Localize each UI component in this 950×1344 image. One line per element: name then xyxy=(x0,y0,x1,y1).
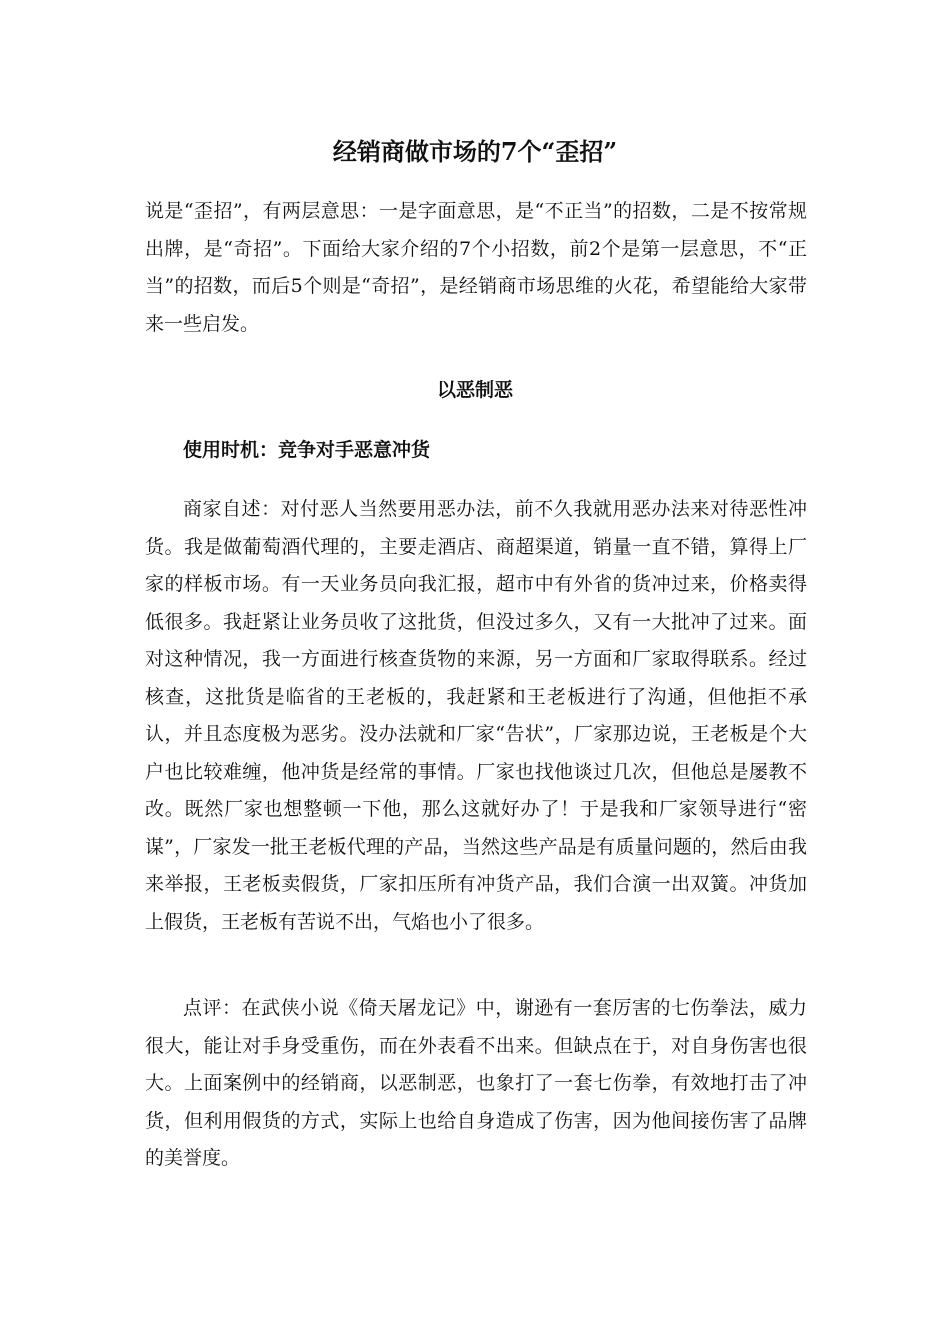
merchant-story-paragraph: 商家自述：对付恶人当然要用恶办法，前不久我就用恶办法来对待恶性冲货。我是做葡萄酒代理的，主要走酒店、商超渠道，销量一直不错，算得上厂家的样板市场。有一天业务员向我汇报，超市中有外省的货冲过来，价格卖得低很多。我赶紧让业务员收了这批货，但没过多久，又有一大批冲了过来。面对这种情况，我一方面进行核查货物的来源，另一方面和厂家取得联系。经过核查，这批货是临省的王老板的，我赶紧和王老板进行了沟通，但他拒不承认，并且态度极为恶劣。没办法就和厂家“告状”，厂家那边说，王老板是个大户也比较难缠，他冲货是经常的事情。厂家也找他谈过几次，但他总是屡教不改。既然厂家也想整顿一下他，那么这就好办了！于是我和厂家领导进行“密谋”，厂家发一批王老板代理的产品，当然这些产品是有质量问题的，然后由我来举报，王老板卖假货，厂家扣压所有冲货产品，我们合演一出双簧。冲货加上假货，王老板有苦说不出，气焰也小了很多。 xyxy=(145,498,807,933)
document-title: 经销商做市场的7个“歪招” xyxy=(332,137,618,166)
comment-paragraph: 点评：在武侠小说《倚天屠龙记》中，谢逊有一套厉害的七伤拳法，威力很大，能让对手身受重伤，而在外表看不出来。但缺点在于，对自身伤害也很大。上面案例中的经销商，以恶制恶，也象打了一套七伤拳，有效地打击了冲货，但利用假货的方式，实际上也给自身造成了伤害，因为他间接伤害了品牌的美誉度。 xyxy=(145,997,807,1169)
section-heading: 以恶制恶 xyxy=(436,379,513,401)
intro-paragraph: 说是“歪招”，有两层意思：一是字面意思，是“不正当”的招数，二是不按常规出牌，是“奇招”。下面给大家介绍的7个小招数，前2个是第一层意思，不“正当”的招数，而后5个则是“奇招”，是经销商市场思维的火花，希望能给大家带来一些启发。 xyxy=(145,200,807,335)
usage-timing-label: 使用时机：竞争对手恶意冲货 xyxy=(183,439,431,461)
